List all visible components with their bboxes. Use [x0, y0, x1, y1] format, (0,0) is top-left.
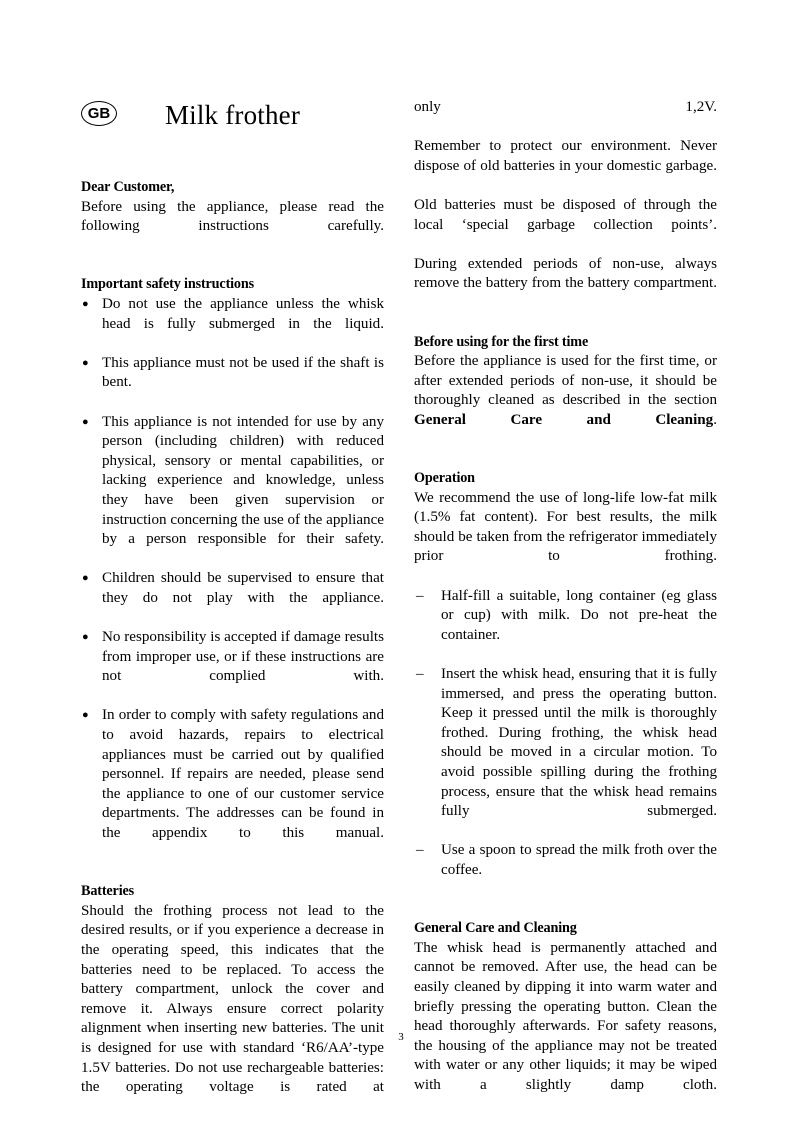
first-time-text-part-2: .: [713, 411, 717, 428]
greeting-text: Before using the appliance, please read the following instructions carefully.: [81, 198, 384, 235]
first-time-text-part-1: Before the appliance is used for the first time, or after extended periods of non-use, it should be thoroughly cleaned as described in the section: [414, 353, 717, 409]
operation-step-list: [414, 587, 717, 901]
care-text: The whisk head is permanently attached and cannot be removed. After use, the head can be easily cleaned by dipping it into warm water and briefly pressing the operating button. Clean the head thoroughly afterwards. For safety reasons, the housing of the appliance may not be treated with water or any other liquids; it may be wiped with a slightly damp cloth.: [414, 939, 717, 1093]
care-heading: General Care and Cleaning: [414, 920, 577, 937]
first-time-heading: Before using for the first time: [414, 333, 589, 350]
list-item: [414, 587, 717, 665]
bullet-icon: ●: [82, 415, 89, 428]
batteries-continued-line-3: Old batteries must be disposed of through the local ‘special garbage collection points’.: [414, 196, 717, 233]
right-column: [414, 98, 717, 1115]
page-header: [81, 98, 384, 138]
list-item: [414, 841, 717, 900]
list-item: [81, 354, 384, 413]
list-item: [81, 413, 384, 570]
dash-icon: –: [416, 666, 424, 683]
list-item-text: No responsibility is accepted if damage results from improper use, or if these instructions are not complied with.: [102, 629, 384, 685]
safety-heading: Important safety instructions: [81, 276, 254, 293]
first-time-text: [414, 352, 717, 450]
bullet-icon: ●: [82, 297, 89, 310]
bullet-icon: ●: [82, 356, 89, 369]
batteries-continued-line-1: only 1,2V.: [414, 99, 717, 115]
list-item-text: In order to comply with safety regulations and to avoid hazards, repairs to electrical appliances must be carried out by qualified personnel. If repairs are needed, please send the appliance to one of our customer service departments. The addresses can be found in the appendix to this manual.: [102, 707, 384, 841]
list-item-text: Insert the whisk head, ensuring that it is fully immersed, and press the operating button. Keep it pressed until the milk is thoroughly frothed. During frothing, the whisk head should be moved in a circular motion. To avoid possible spilling during the frothing process, ensure that the whisk head remains fully submerged.: [441, 666, 717, 820]
list-item-text: This appliance is not intended for use by any person (including children) with reduced physical, sensory or mental capabilities, or lacking experience and knowledge, unless they have been given supervision or instruction concerning the use of the appliance by a person responsible for their safety.: [102, 413, 384, 548]
list-item-text: Use a spoon to spread the milk froth over the coffee.: [441, 842, 717, 878]
batteries-continued-line-4: During extended periods of non-use, always remove the battery from the battery compartment.: [414, 255, 717, 292]
list-item-text: Half-fill a suitable, long container (eg glass or cup) with milk. Do not pre-heat the container.: [441, 587, 717, 643]
list-item: [414, 665, 717, 841]
list-item-text: Children should be supervised to ensure that they do not play with the appliance.: [102, 570, 384, 606]
bullet-icon: ●: [82, 631, 89, 644]
bullet-icon: ●: [82, 709, 89, 722]
list-item: [81, 706, 384, 863]
batteries-continued-line-2: Remember to protect our environment. Never dispose of old batteries in your domestic garbage.: [414, 138, 717, 174]
list-item: [81, 295, 384, 354]
operation-heading: Operation: [414, 470, 475, 487]
country-code-badge: GB: [81, 101, 117, 126]
operation-intro-text: We recommend the use of long-life low-fat milk (1.5% fat content). For best results, the milk should be taken from the refrigerator immediately prior to frothing.: [414, 489, 717, 565]
list-item-text: Do not use the appliance unless the whisk head is fully submerged in the liquid.: [102, 295, 384, 332]
left-column: [81, 178, 384, 1117]
list-item: [81, 628, 384, 706]
greeting-heading: Dear Customer,: [81, 179, 175, 195]
safety-bullet-list: [81, 295, 384, 863]
bullet-icon: ●: [82, 572, 89, 585]
batteries-heading: Batteries: [81, 883, 135, 900]
list-item: [81, 569, 384, 628]
page-number: 3: [398, 1031, 404, 1043]
first-time-bold-reference: General Care and Cleaning: [414, 411, 714, 428]
batteries-text: Should the frothing process not lead to the desired results, or if you experience a decrease in the operating speed, this indicates that the batteries need to be replaced. To access the battery compartment, unlock the cover and remove it. Always ensure correct polarity alignment when inserting new batteries. The unit is designed for use with standard ‘R6/AA’-type 1.5V batteries. Do not use rechargeable batteries: the operating voltage is rated at: [81, 902, 384, 1096]
dash-icon: –: [416, 587, 424, 604]
page-title: Milk frother: [164, 100, 301, 130]
list-item-text: This appliance must not be used if the shaft is bent.: [102, 354, 384, 391]
dash-icon: –: [416, 842, 424, 859]
